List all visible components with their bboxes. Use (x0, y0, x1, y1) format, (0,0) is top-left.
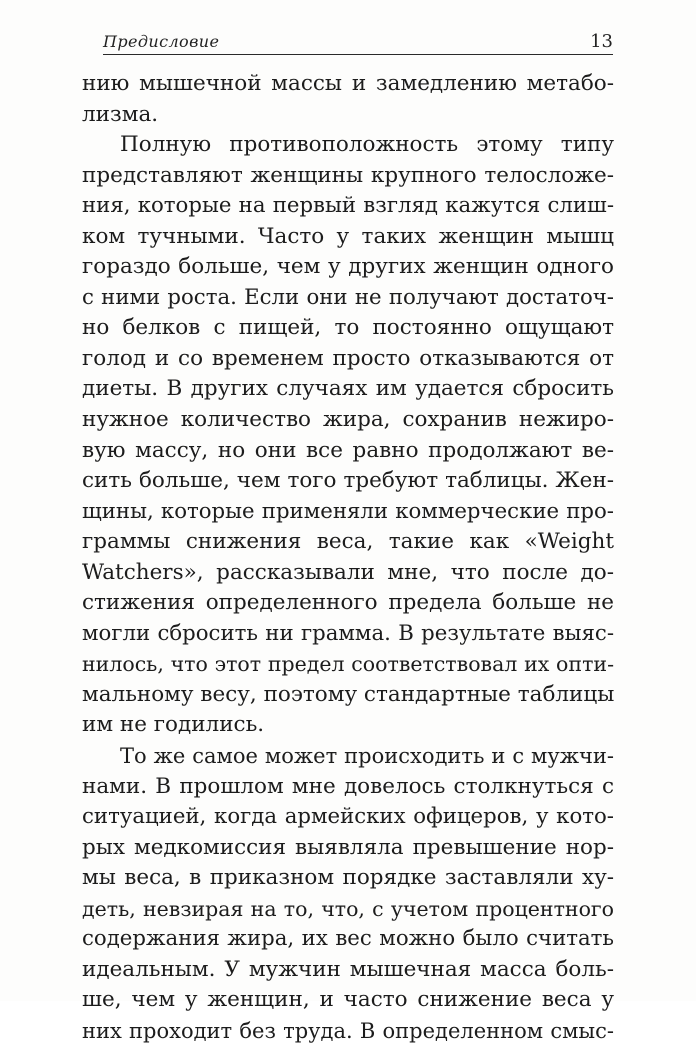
text-line: граммы снижения веса, такие как «Weight (82, 529, 614, 555)
text-line: них проходит без труда. В определенном смыс- (82, 1018, 614, 1043)
text-line: нами. В прошлом мне довелось столкнуться с (82, 773, 614, 799)
text-line: вую массу, но они все равно продолжают ве- (82, 437, 614, 463)
header-rule (103, 54, 613, 55)
text-line: ше, чем у женщин, и часто снижение веса у (82, 987, 614, 1013)
text-line: содержания жира, их вес можно было считать (82, 926, 614, 952)
text-line: гораздо больше, чем у других женщин одного (82, 254, 614, 280)
page-number: 13 (590, 31, 613, 52)
text-line: стижения определенного предела больше не (82, 590, 614, 616)
text-line: с ними роста. Если они не получают достаточ- (82, 284, 614, 310)
text-line: диеты. В других случаях им удается сбросить (82, 376, 614, 402)
text-line: деть, невзирая на то, что, с учетом процентного (82, 896, 614, 921)
text-line: идеальным. У мужчин мышечная масса боль- (82, 956, 614, 982)
text-line: могли сбросить ни грамма. В результате выяс- (82, 620, 614, 646)
text-line: ситуацией, когда армейских офицеров, у кото- (82, 804, 614, 830)
text-line: мальному весу, поэтому стандартные таблицы (82, 681, 615, 707)
text-line: ком тучными. Часто у таких женщин мышц (82, 223, 614, 249)
text-line: мы веса, в приказном порядке заставляли ху- (82, 865, 614, 891)
text-line: нилось, что этот предел соответствовал их опти- (82, 652, 614, 677)
text-line: нию мышечной массы и замедлению метабо- (82, 71, 614, 96)
text-line: щины, которые применяли коммерческие про- (82, 498, 614, 524)
text-line: голод и со временем просто отказываются от (82, 345, 614, 371)
text-line: То же самое может происходить и с мужчи- (120, 744, 614, 769)
body-text (82, 69, 614, 1047)
paragraph (82, 69, 614, 130)
running-header (103, 30, 615, 54)
paragraph (82, 130, 614, 741)
text-line: ния, которые на первый взгляд кажутся слиш- (82, 193, 614, 219)
text-line: Watchers», рассказывали мне, что после до- (82, 559, 614, 585)
text-line: Полную противоположность этому типу (120, 132, 614, 158)
section-title: Предисловие (103, 32, 220, 51)
text-line: рых медкомиссия выявляла превышение нор- (82, 834, 614, 860)
text-line: но белков с пищей, то постоянно ощущают (82, 315, 614, 341)
text-line: представляют женщины крупного телосложе- (82, 162, 614, 188)
text-line: им не годились. (82, 712, 265, 738)
text-line: лизма. (82, 101, 159, 127)
text-line: нужное количество жира, сохранив нежиро- (82, 407, 614, 433)
text-line: сить больше, чем того требуют таблицы. Жен- (82, 468, 614, 494)
